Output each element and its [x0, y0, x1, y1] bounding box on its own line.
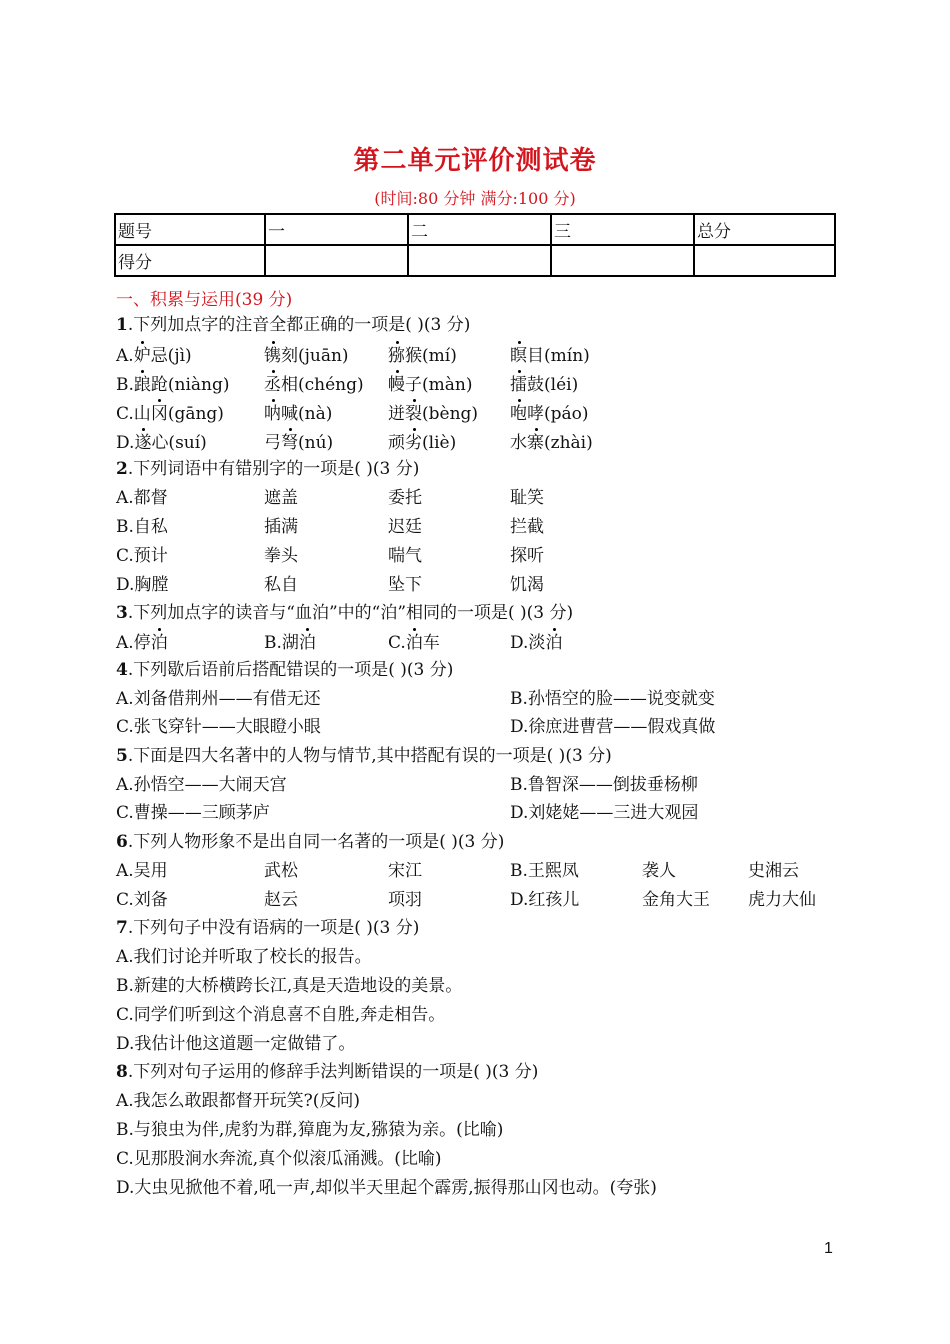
option-c[interactable]: C.泊车: [388, 630, 440, 656]
option-a[interactable]: A.我怎么敢跟都督开玩笑?(反问): [116, 1091, 361, 1111]
option-a[interactable]: A.我们讨论并听取了校长的报告。: [116, 947, 372, 967]
option-b[interactable]: B.踉跄(niàng): [116, 372, 230, 398]
score-input-cell[interactable]: [408, 245, 551, 276]
table-cell: 一: [265, 214, 408, 245]
option-c[interactable]: C.预计: [116, 546, 168, 566]
option-a[interactable]: A.停泊: [116, 630, 168, 656]
option-b[interactable]: B.孙悟空的脸——说变就变: [510, 689, 715, 709]
option-c[interactable]: C.山冈(gāng): [116, 401, 224, 427]
score-input-cell[interactable]: [694, 245, 835, 276]
option-word: 赵云: [264, 890, 298, 910]
question-number: 3: [116, 603, 128, 623]
option-word: 弓弩(nú): [264, 430, 333, 456]
question-number: 8: [116, 1062, 128, 1082]
option-word: 拦截: [510, 517, 544, 537]
table-cell: 得分: [115, 245, 265, 276]
page-title: 第二单元评价测试卷: [353, 146, 597, 176]
option-d[interactable]: D.红孩儿: [510, 890, 580, 910]
option-b[interactable]: B.鲁智深——倒拔垂杨柳: [510, 775, 698, 795]
question-text: .下面是四大名著中的人物与情节,其中搭配有误的一项是( )(3 分): [127, 746, 612, 766]
option-b[interactable]: B.王熙凤: [510, 861, 579, 881]
option-word: 虎力大仙: [748, 890, 816, 910]
question-text: .下列对句子运用的修辞手法判断错误的一项是( )(3 分): [127, 1062, 539, 1082]
option-word: 丞相(chéng): [264, 372, 364, 398]
option-word: 宋江: [388, 861, 422, 881]
option-word: 呐喊(nà): [264, 401, 332, 427]
page-number: 1: [824, 1240, 833, 1257]
option-word: 迸裂(bèng): [388, 401, 478, 427]
option-a[interactable]: A.妒忌(jì): [116, 343, 192, 369]
option-d[interactable]: D.胸膛: [116, 575, 169, 595]
option-a[interactable]: A.都督: [116, 488, 168, 508]
option-word: 武松: [264, 861, 298, 881]
exam-info: (时间:80 分钟 满分:100 分): [374, 189, 576, 208]
question-number: 5: [116, 746, 128, 766]
option-b[interactable]: B.自私: [116, 517, 168, 537]
option-word: 拳头: [264, 546, 298, 566]
section-heading: 一、积累与运用(39 分): [116, 290, 293, 310]
option-word: 水寨(zhài): [510, 430, 593, 456]
table-cell: 题号: [115, 214, 265, 245]
option-word: 镌刻(juān): [264, 343, 349, 369]
table-cell: 三: [551, 214, 694, 245]
score-table: [114, 213, 836, 277]
option-word: 咆哮(páo): [510, 401, 589, 427]
option-word: 幔子(màn): [388, 372, 472, 398]
question-stem: [116, 657, 453, 683]
question-text: .下列词语中有错别字的一项是( )(3 分): [127, 459, 420, 479]
option-d[interactable]: D.刘姥姥——三进大观园: [510, 803, 699, 823]
question-stem: [116, 312, 470, 338]
option-a[interactable]: A.吴用: [116, 861, 168, 881]
question-number: 2: [116, 459, 128, 479]
option-word: 史湘云: [748, 861, 799, 881]
option-word: 项羽: [388, 890, 422, 910]
option-d[interactable]: D.徐庶进曹营——假戏真做: [510, 717, 716, 737]
question-stem: [116, 743, 612, 769]
question-text: .下列加点字的读音与“血泊”中的“泊”相同的一项是( )(3 分): [127, 603, 574, 623]
question-stem: [116, 600, 573, 626]
score-input-cell[interactable]: [551, 245, 694, 276]
option-word: 私自: [264, 575, 298, 595]
option-word: 顽劣(liè): [388, 430, 456, 456]
option-word: 猕猴(mí): [388, 343, 457, 369]
question-stem: [116, 829, 504, 855]
option-c[interactable]: C.见那股涧水奔流,真个似滚瓜涌溅。(比喻): [116, 1149, 442, 1169]
option-c[interactable]: C.曹操——三顾茅庐: [116, 803, 270, 823]
question-stem: [116, 1059, 538, 1085]
question-stem: [116, 456, 419, 482]
option-word: 擂鼓(léi): [510, 372, 578, 398]
option-a[interactable]: A.孙悟空——大闹天宫: [116, 775, 287, 795]
option-word: 迟廷: [388, 517, 422, 537]
option-word: 委托: [388, 488, 422, 508]
question-number: 4: [116, 660, 128, 680]
option-d[interactable]: D.我估计他这道题一定做错了。: [116, 1034, 356, 1054]
table-row: [115, 214, 835, 245]
option-b[interactable]: B.湖泊: [264, 630, 316, 656]
question-number: 7: [116, 918, 128, 938]
option-word: 金角大王: [642, 890, 710, 910]
option-word: 遮盖: [264, 488, 298, 508]
option-c[interactable]: C.张飞穿针——大眼瞪小眼: [116, 717, 321, 737]
option-b[interactable]: B.新建的大桥横跨长江,真是天造地设的美景。: [116, 976, 463, 996]
question-text: .下列人物形象不是出自同一名著的一项是( )(3 分): [127, 832, 505, 852]
option-a[interactable]: A.刘备借荆州——有借无还: [116, 689, 321, 709]
table-cell: 总分: [694, 214, 835, 245]
option-word: 探听: [510, 546, 544, 566]
option-c[interactable]: C.同学们听到这个消息喜不自胜,奔走相告。: [116, 1005, 446, 1025]
question-text: .下列歇后语前后搭配错误的一项是( )(3 分): [127, 660, 454, 680]
option-d[interactable]: D.大虫见掀他不着,吼一声,却似半天里起个霹雳,振得那山冈也动。(夸张): [116, 1178, 657, 1198]
option-b[interactable]: B.与狼虫为伴,虎豹为群,獐鹿为友,猕猿为亲。(比喻): [116, 1120, 504, 1140]
table-row: [115, 245, 835, 276]
option-d[interactable]: D.遂心(suí): [116, 430, 207, 456]
question-stem: [116, 915, 419, 941]
question-text: .下列句子中没有语病的一项是( )(3 分): [127, 918, 420, 938]
option-c[interactable]: C.刘备: [116, 890, 168, 910]
option-word: 耻笑: [510, 488, 544, 508]
score-input-cell[interactable]: [265, 245, 408, 276]
option-word: 坠下: [388, 575, 422, 595]
option-word: 插满: [264, 517, 298, 537]
question-text: .下列加点字的注音全都正确的一项是( )(3 分): [127, 315, 471, 335]
option-word: 瞑目(mín): [510, 343, 590, 369]
option-word: 饥渴: [510, 575, 544, 595]
option-word: 袭人: [642, 861, 676, 881]
table-cell: 二: [408, 214, 551, 245]
option-d[interactable]: D.淡泊: [510, 630, 562, 656]
question-number: 6: [116, 832, 128, 852]
option-word: 喘气: [388, 546, 422, 566]
question-number: 1: [116, 315, 128, 335]
